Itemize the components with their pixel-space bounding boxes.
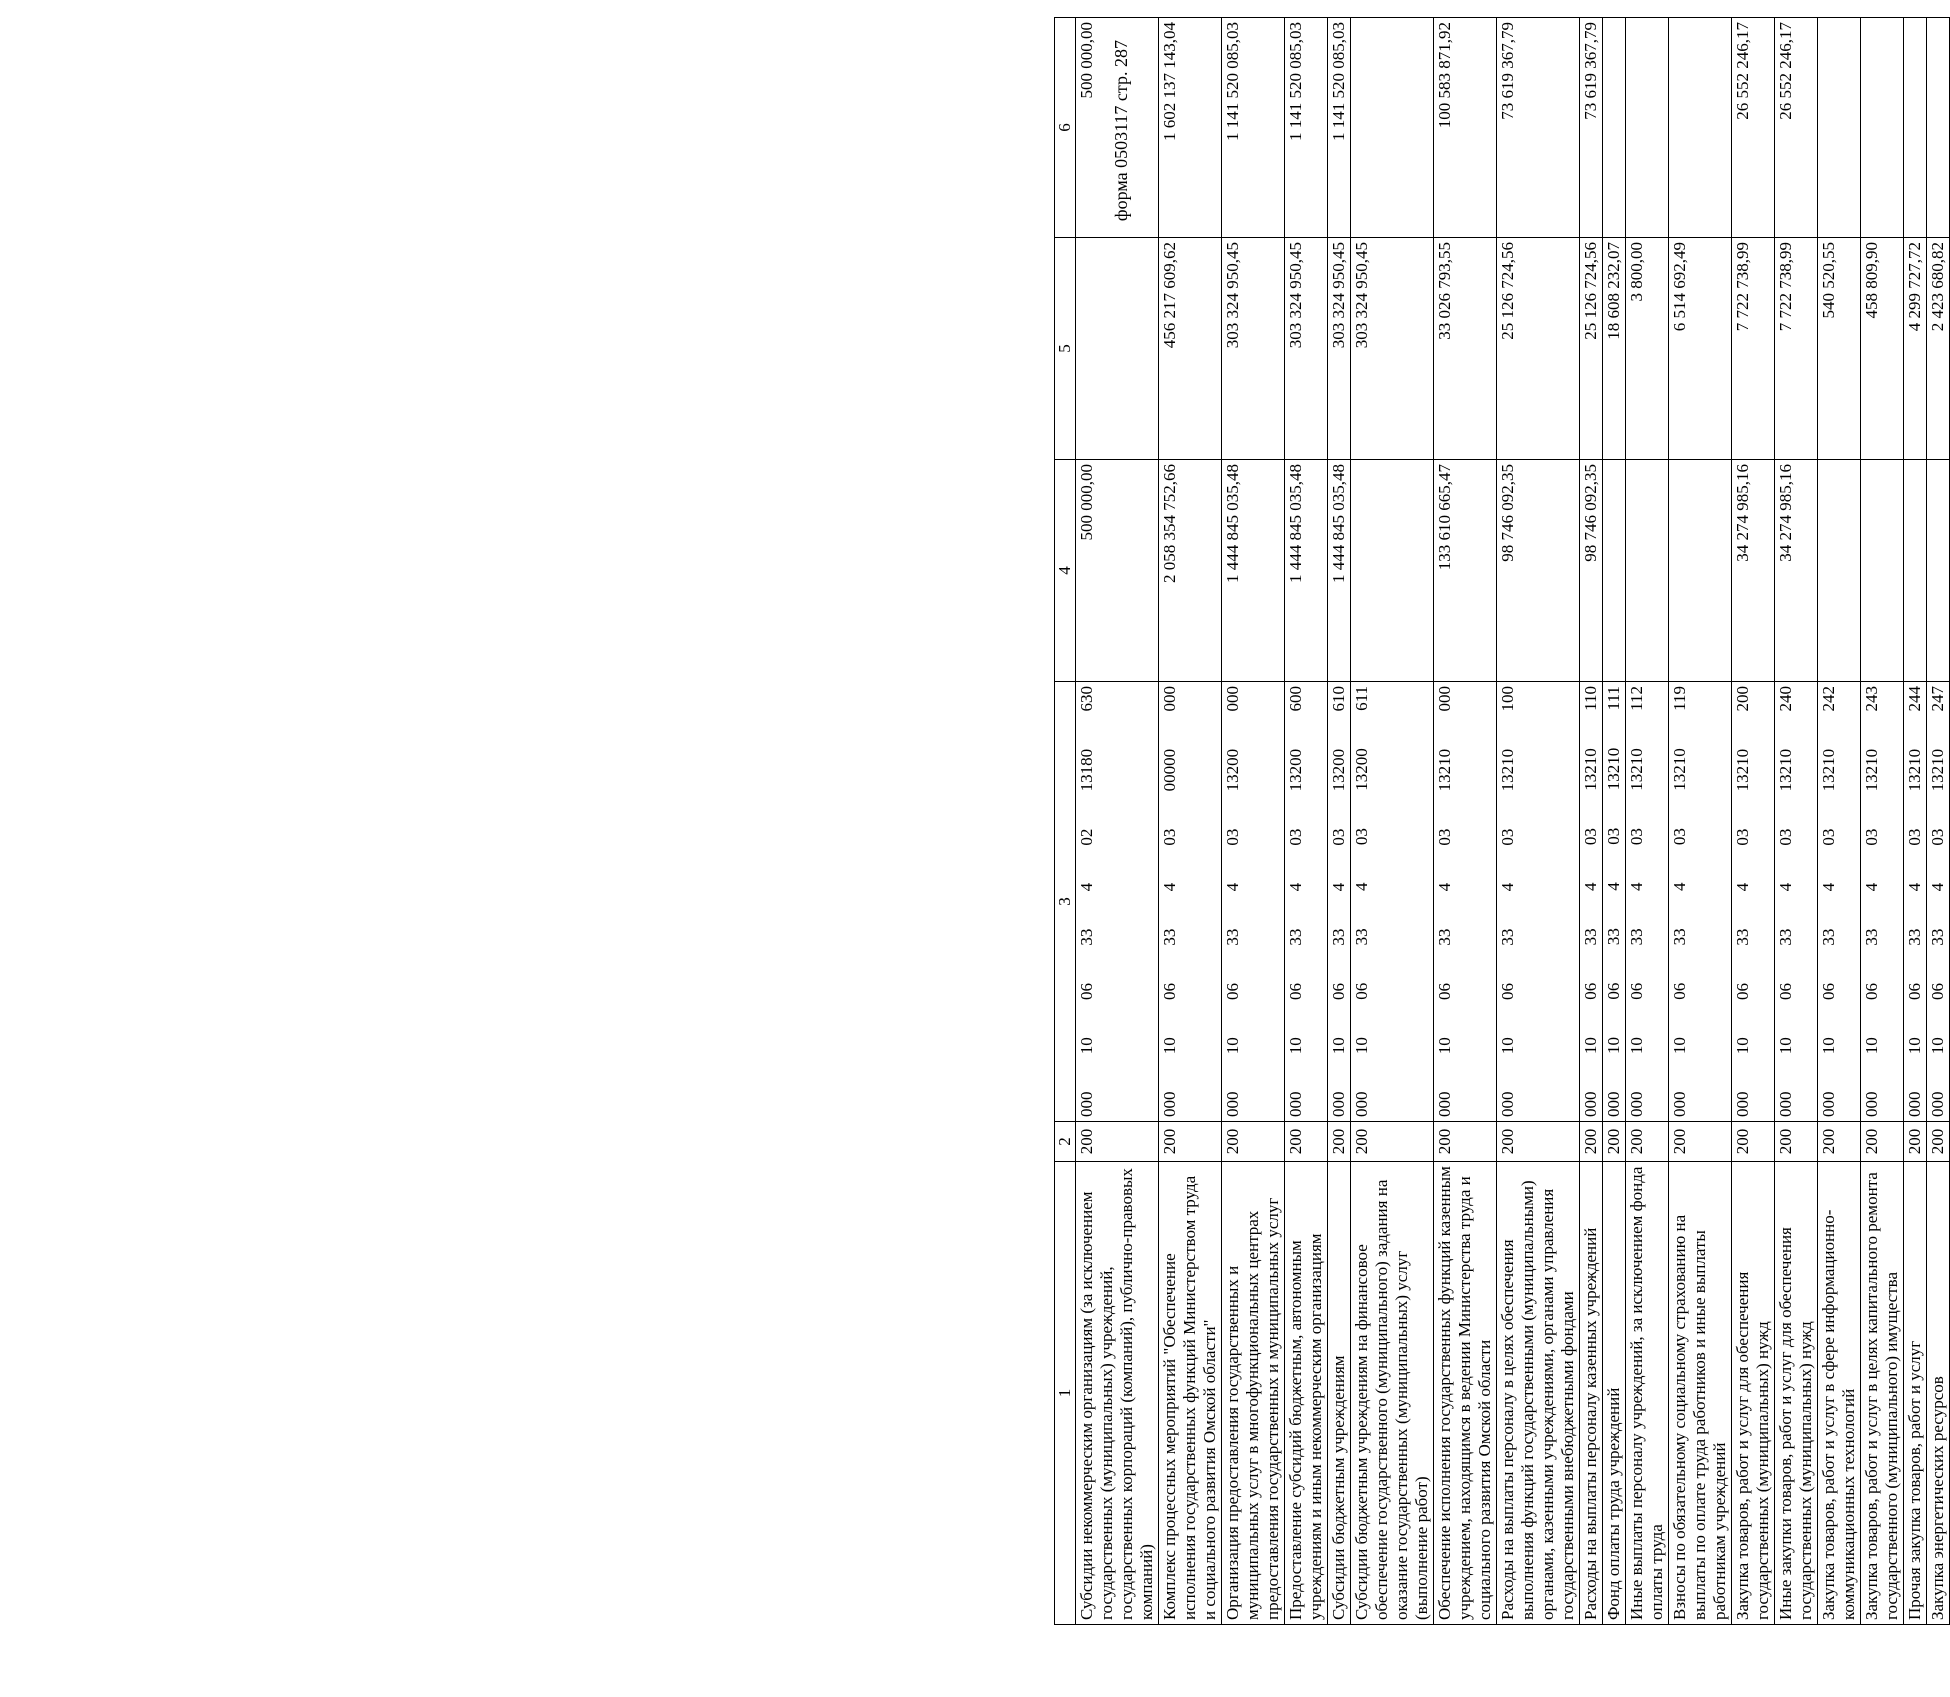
kbk-code-part: 33	[1581, 928, 1600, 946]
table-row	[1076, 18, 1159, 1625]
row-approved-cell	[1351, 460, 1434, 682]
kbk-code-part: 02	[1077, 828, 1096, 846]
kbk-code-part: 4	[1627, 882, 1646, 891]
kbk-code-part: 000	[1352, 1091, 1371, 1117]
table-row	[1818, 18, 1861, 1625]
row-unexecuted-cell: 73 619 367,79	[1580, 18, 1603, 238]
kbk-code-part: 03	[1604, 827, 1623, 845]
table-row	[1285, 18, 1328, 1625]
column-header-line-code: 2	[1055, 1122, 1076, 1162]
kbk-code-part: 33	[1498, 928, 1517, 946]
row-approved-cell: 34 274 985,16	[1732, 460, 1775, 682]
kbk-code-part: 10	[1670, 1037, 1689, 1055]
kbk-code-part: 13200	[1352, 748, 1371, 791]
row-name-cell: Комплекс процессных мероприятий "Обеспечение исполнения государственных функций Министерством труда и социального развития Омской области"	[1159, 1162, 1222, 1625]
kbk-code-part: 000	[1223, 686, 1242, 712]
column-number-row	[1055, 18, 1076, 1625]
kbk-code-part: 06	[1329, 982, 1348, 1000]
kbk-code-part: 611	[1352, 686, 1371, 711]
row-line-code-cell: 200	[1732, 1122, 1775, 1162]
row-unexecuted-cell: 500 000,00	[1076, 18, 1159, 238]
row-kbk-cell	[1775, 682, 1818, 1122]
kbk-code-part: 03	[1435, 828, 1454, 846]
row-approved-cell	[1927, 460, 1950, 682]
table-row	[1222, 18, 1285, 1625]
row-line-code-cell: 200	[1497, 1122, 1580, 1162]
row-approved-cell: 34 274 985,16	[1775, 460, 1818, 682]
kbk-code-part: 06	[1286, 982, 1305, 1000]
row-unexecuted-cell	[1603, 18, 1626, 238]
kbk-code-group	[1077, 686, 1097, 1117]
column-header-kbk: 3	[1055, 682, 1076, 1122]
row-executed-cell: 25 126 724,56	[1580, 238, 1603, 460]
kbk-code-group	[1670, 686, 1690, 1117]
row-line-code-cell: 200	[1904, 1122, 1927, 1162]
kbk-code-part: 243	[1862, 686, 1881, 712]
table-row	[1497, 18, 1580, 1625]
kbk-code-part: 10	[1627, 1037, 1646, 1055]
table-row	[1434, 18, 1497, 1625]
kbk-code-part: 000	[1604, 1091, 1623, 1117]
row-kbk-cell	[1222, 682, 1285, 1122]
row-approved-cell: 98 746 092,35	[1580, 460, 1603, 682]
row-kbk-cell	[1497, 682, 1580, 1122]
row-name-cell: Взносы по обязательному социальному страхованию на выплаты по оплате труда работников и иные выплаты работникам учреждений	[1669, 1162, 1732, 1625]
kbk-code-part: 10	[1819, 1037, 1838, 1055]
row-name-cell: Закупка энергетических ресурсов	[1927, 1162, 1950, 1625]
kbk-code-part: 000	[1733, 1091, 1752, 1117]
row-approved-cell: 1 444 845 035,48	[1328, 460, 1351, 682]
row-executed-cell: 4 299 727,72	[1904, 238, 1927, 460]
row-executed-cell: 7 722 738,99	[1732, 238, 1775, 460]
row-name-cell: Прочая закупка товаров, работ и услуг	[1904, 1162, 1927, 1625]
kbk-code-part: 13200	[1286, 748, 1305, 792]
kbk-code-part: 06	[1928, 982, 1947, 1000]
form-caption: форма 0503117 стр. 287	[1111, 40, 1131, 222]
kbk-code-part: 4	[1819, 882, 1838, 892]
kbk-code-group	[1776, 686, 1796, 1117]
row-executed-cell: 540 520,55	[1818, 238, 1861, 460]
row-executed-cell: 456 217 609,62	[1159, 238, 1222, 460]
kbk-code-part: 10	[1862, 1037, 1881, 1055]
kbk-code-part: 4	[1329, 882, 1348, 892]
column-header-unexecuted: 6	[1055, 18, 1076, 238]
kbk-code-part: 000	[1160, 686, 1179, 712]
row-kbk-cell	[1159, 682, 1222, 1122]
kbk-code-group	[1604, 686, 1624, 1117]
kbk-code-part: 03	[1581, 828, 1600, 846]
row-approved-cell: 98 746 092,35	[1497, 460, 1580, 682]
table-row	[1159, 18, 1222, 1625]
row-line-code-cell: 200	[1076, 1122, 1159, 1162]
kbk-code-part: 4	[1435, 882, 1454, 892]
table-row	[1351, 18, 1434, 1625]
kbk-code-part: 06	[1581, 982, 1600, 1000]
row-line-code-cell: 200	[1818, 1122, 1861, 1162]
kbk-code-part: 06	[1776, 982, 1795, 1000]
kbk-code-part: 119	[1670, 686, 1689, 711]
kbk-code-part: 000	[1435, 1091, 1454, 1117]
kbk-code-part: 06	[1670, 982, 1689, 1000]
kbk-code-group	[1819, 686, 1839, 1117]
kbk-code-part: 03	[1862, 828, 1881, 846]
kbk-code-part: 03	[1819, 828, 1838, 846]
row-approved-cell: 1 444 845 035,48	[1222, 460, 1285, 682]
row-executed-cell: 25 126 724,56	[1497, 238, 1580, 460]
kbk-code-group	[1928, 686, 1948, 1117]
row-kbk-cell	[1732, 682, 1775, 1122]
kbk-code-part: 03	[1160, 828, 1179, 846]
kbk-code-part: 03	[1498, 828, 1517, 846]
kbk-code-part: 00000	[1160, 748, 1179, 792]
table-row	[1732, 18, 1775, 1625]
kbk-code-part: 33	[1819, 928, 1838, 946]
kbk-code-part: 03	[1776, 828, 1795, 846]
row-approved-cell	[1904, 460, 1927, 682]
kbk-code-part: 4	[1077, 882, 1096, 892]
kbk-code-part: 06	[1352, 982, 1371, 1000]
row-name-cell: Расходы на выплаты персоналу казенных учреждений	[1580, 1162, 1603, 1625]
row-executed-cell: 303 324 950,45	[1285, 238, 1328, 460]
row-executed-cell: 303 324 950,45	[1351, 238, 1434, 460]
row-line-code-cell: 200	[1285, 1122, 1328, 1162]
kbk-code-group	[1286, 686, 1306, 1117]
kbk-code-part: 110	[1581, 686, 1600, 711]
row-line-code-cell: 200	[1603, 1122, 1626, 1162]
kbk-code-part: 4	[1733, 882, 1752, 892]
row-kbk-cell	[1904, 682, 1927, 1122]
kbk-code-part: 000	[1435, 686, 1454, 712]
row-unexecuted-cell	[1861, 18, 1904, 238]
table-row	[1861, 18, 1904, 1625]
row-name-cell: Субсидии бюджетным учреждениям на финансовое обеспечение государственного (муниципального) задания на оказание государственных (муниципальных) услуг (выполнение работ)	[1351, 1162, 1434, 1625]
row-unexecuted-cell: 1 602 137 143,04	[1159, 18, 1222, 238]
kbk-code-part: 13200	[1223, 748, 1242, 792]
kbk-code-part: 06	[1604, 982, 1623, 1000]
kbk-code-part: 33	[1435, 928, 1454, 946]
table-row	[1669, 18, 1732, 1625]
kbk-code-part: 13210	[1604, 747, 1623, 791]
row-kbk-cell	[1328, 682, 1351, 1122]
kbk-code-part: 10	[1604, 1037, 1623, 1055]
kbk-code-part: 4	[1905, 882, 1924, 892]
kbk-code-part: 000	[1498, 1091, 1517, 1117]
row-name-cell: Расходы на выплаты персоналу в целях обеспечения выполнения функций государственными (муниципальными) органами, казенными учреждениями, органами управления государственными внебюджетными фондами	[1497, 1162, 1580, 1625]
row-unexecuted-cell: 100 583 871,92	[1434, 18, 1497, 238]
row-approved-cell: 2 058 354 752,66	[1159, 460, 1222, 682]
kbk-code-part: 03	[1627, 828, 1646, 846]
kbk-code-part: 33	[1862, 928, 1881, 946]
kbk-code-part: 13210	[1928, 748, 1947, 792]
kbk-code-part: 4	[1928, 882, 1947, 892]
table-row	[1775, 18, 1818, 1625]
row-approved-cell: 500 000,00	[1076, 460, 1159, 682]
row-unexecuted-cell: 1 141 520 085,03	[1285, 18, 1328, 238]
kbk-code-part: 4	[1498, 882, 1517, 892]
kbk-code-part: 03	[1223, 828, 1242, 846]
row-name-cell: Закупка товаров, работ и услуг в сфере информационно-коммуникационных технологий	[1818, 1162, 1861, 1625]
row-kbk-cell	[1434, 682, 1497, 1122]
kbk-code-part: 10	[1077, 1037, 1096, 1055]
row-name-cell: Субсидии бюджетным учреждениям	[1328, 1162, 1351, 1625]
kbk-code-part: 10	[1581, 1037, 1600, 1055]
row-line-code-cell: 200	[1626, 1122, 1669, 1162]
kbk-code-part: 4	[1604, 882, 1623, 891]
kbk-code-part: 03	[1928, 828, 1947, 846]
row-kbk-cell	[1603, 682, 1626, 1122]
kbk-code-part: 06	[1905, 982, 1924, 1000]
row-name-cell: Иные закупки товаров, работ и услуг для обеспечения государственных (муниципальных) нужд	[1775, 1162, 1818, 1625]
kbk-code-part: 33	[1604, 928, 1623, 946]
kbk-code-part: 10	[1498, 1037, 1517, 1055]
row-executed-cell: 3 800,00	[1626, 238, 1669, 460]
kbk-code-part: 111	[1604, 686, 1623, 711]
table-row	[1328, 18, 1351, 1625]
kbk-code-part: 10	[1286, 1037, 1305, 1055]
kbk-code-part: 630	[1077, 686, 1096, 712]
kbk-code-part: 200	[1733, 686, 1752, 712]
kbk-code-part: 000	[1819, 1091, 1838, 1117]
kbk-code-part: 13210	[1776, 748, 1795, 792]
kbk-code-part: 13210	[1862, 748, 1881, 792]
kbk-code-group	[1581, 686, 1601, 1117]
kbk-code-group	[1905, 686, 1925, 1117]
kbk-code-part: 03	[1286, 828, 1305, 846]
row-kbk-cell	[1351, 682, 1434, 1122]
kbk-code-part: 4	[1352, 882, 1371, 891]
kbk-code-part: 06	[1819, 982, 1838, 1000]
kbk-code-part: 33	[1670, 928, 1689, 946]
kbk-code-part: 000	[1862, 1091, 1881, 1117]
kbk-code-part: 13210	[1581, 748, 1600, 791]
row-kbk-cell	[1818, 682, 1861, 1122]
row-kbk-cell	[1626, 682, 1669, 1122]
kbk-code-part: 10	[1928, 1037, 1947, 1055]
row-line-code-cell: 200	[1580, 1122, 1603, 1162]
row-executed-cell: 7 722 738,99	[1775, 238, 1818, 460]
kbk-code-part: 000	[1928, 1091, 1947, 1117]
kbk-code-part: 33	[1223, 928, 1242, 946]
kbk-code-part: 4	[1862, 882, 1881, 892]
row-line-code-cell: 200	[1159, 1122, 1222, 1162]
kbk-code-part: 600	[1286, 686, 1305, 712]
table-row	[1626, 18, 1669, 1625]
kbk-code-part: 33	[1329, 928, 1348, 946]
kbk-code-part: 33	[1776, 928, 1795, 946]
kbk-code-part: 4	[1286, 882, 1305, 892]
kbk-code-part: 4	[1160, 882, 1179, 892]
row-kbk-cell	[1669, 682, 1732, 1122]
kbk-code-part: 33	[1286, 928, 1305, 946]
kbk-code-part: 000	[1627, 1091, 1646, 1117]
row-kbk-cell	[1076, 682, 1159, 1122]
kbk-code-part: 06	[1862, 982, 1881, 1000]
row-approved-cell: 1 444 845 035,48	[1285, 460, 1328, 682]
row-name-cell: Предоставление субсидий бюджетным, автономным учреждениям и иным некоммерческим организациям	[1285, 1162, 1328, 1625]
row-executed-cell	[1076, 238, 1159, 460]
kbk-code-group	[1627, 686, 1647, 1117]
table-row	[1580, 18, 1603, 1625]
row-approved-cell	[1818, 460, 1861, 682]
kbk-code-part: 247	[1928, 686, 1947, 712]
row-unexecuted-cell	[1626, 18, 1669, 238]
table-row	[1603, 18, 1626, 1625]
kbk-code-part: 000	[1223, 1091, 1242, 1117]
kbk-code-group	[1733, 686, 1753, 1117]
kbk-code-part: 000	[1160, 1091, 1179, 1117]
kbk-code-group	[1498, 686, 1518, 1117]
kbk-code-part: 33	[1352, 928, 1371, 946]
kbk-code-part: 33	[1627, 928, 1646, 946]
kbk-code-part: 4	[1581, 882, 1600, 891]
column-header-name: 1	[1055, 1162, 1076, 1625]
kbk-code-part: 13210	[1498, 748, 1517, 792]
row-executed-cell: 33 026 793,55	[1434, 238, 1497, 460]
kbk-code-part: 06	[1077, 982, 1096, 1000]
row-approved-cell	[1861, 460, 1904, 682]
kbk-code-part: 33	[1077, 928, 1096, 946]
kbk-code-part: 000	[1581, 1091, 1600, 1117]
column-header-executed: 5	[1055, 238, 1076, 460]
kbk-code-part: 06	[1160, 982, 1179, 1000]
row-approved-cell	[1626, 460, 1669, 682]
row-kbk-cell	[1580, 682, 1603, 1122]
row-executed-cell: 6 514 692,49	[1669, 238, 1732, 460]
kbk-code-part: 10	[1905, 1037, 1924, 1055]
row-name-cell: Субсидии некоммерческим организациям (за исключением государственных (муниципальных) учреждений, государственных корпораций (компаний), публично-правовых компаний)	[1076, 1162, 1159, 1625]
row-line-code-cell: 200	[1434, 1122, 1497, 1162]
row-unexecuted-cell	[1818, 18, 1861, 238]
kbk-code-part: 10	[1329, 1037, 1348, 1055]
kbk-code-part: 000	[1670, 1091, 1689, 1117]
kbk-code-part: 13180	[1077, 748, 1096, 792]
kbk-code-part: 13210	[1733, 748, 1752, 792]
kbk-code-part: 112	[1627, 686, 1646, 711]
row-unexecuted-cell	[1904, 18, 1927, 238]
row-line-code-cell: 200	[1861, 1122, 1904, 1162]
row-line-code-cell: 200	[1927, 1122, 1950, 1162]
kbk-code-group	[1329, 686, 1349, 1117]
kbk-code-part: 10	[1352, 1037, 1371, 1055]
kbk-code-part: 33	[1928, 928, 1947, 946]
row-name-cell: Закупка товаров, работ и услуг в целях капитального ремонта государственного (муниципального) имущества	[1861, 1162, 1904, 1625]
row-line-code-cell: 200	[1328, 1122, 1351, 1162]
row-kbk-cell	[1861, 682, 1904, 1122]
row-unexecuted-cell	[1927, 18, 1950, 238]
row-approved-cell	[1603, 460, 1626, 682]
row-executed-cell: 18 608 232,07	[1603, 238, 1626, 460]
kbk-code-part: 03	[1352, 828, 1371, 846]
table-row	[1927, 18, 1950, 1625]
kbk-code-part: 13200	[1329, 748, 1348, 792]
kbk-code-group	[1223, 686, 1243, 1117]
table-row	[1904, 18, 1927, 1625]
kbk-code-part: 10	[1776, 1037, 1795, 1055]
kbk-code-part: 03	[1329, 828, 1348, 846]
kbk-code-part: 33	[1733, 928, 1752, 946]
column-header-approved: 4	[1055, 460, 1076, 682]
row-unexecuted-cell: 73 619 367,79	[1497, 18, 1580, 238]
kbk-code-part: 33	[1905, 928, 1924, 946]
kbk-code-group	[1435, 686, 1455, 1117]
kbk-code-part: 10	[1435, 1037, 1454, 1055]
row-name-cell: Обеспечение исполнения государственных функций казенным учреждением, находящимся в ведении Министерства труда и социального развития Омской области	[1434, 1162, 1497, 1625]
kbk-code-group	[1160, 686, 1180, 1117]
row-unexecuted-cell: 26 552 246,17	[1732, 18, 1775, 238]
kbk-code-group	[1352, 686, 1372, 1117]
kbk-code-part: 240	[1776, 686, 1795, 712]
kbk-code-part: 10	[1223, 1037, 1242, 1055]
row-name-cell: Иные выплаты персоналу учреждений, за исключением фонда оплаты труда	[1626, 1162, 1669, 1625]
kbk-code-part: 06	[1223, 982, 1242, 1000]
kbk-code-part: 000	[1776, 1091, 1795, 1117]
kbk-code-part: 244	[1905, 686, 1924, 712]
row-executed-cell: 303 324 950,45	[1328, 238, 1351, 460]
kbk-code-part: 13210	[1819, 748, 1838, 792]
kbk-code-group	[1862, 686, 1882, 1117]
kbk-code-part: 03	[1905, 828, 1924, 846]
row-unexecuted-cell	[1669, 18, 1732, 238]
kbk-code-part: 13210	[1435, 748, 1454, 792]
row-name-cell: Закупка товаров, работ и услуг для обеспечения государственных (муниципальных) нужд	[1732, 1162, 1775, 1625]
kbk-code-part: 33	[1160, 928, 1179, 946]
kbk-code-part: 06	[1498, 982, 1517, 1000]
row-name-cell: Организация предоставления государственных и муниципальных услуг в многофункциональных центрах предоставления государственных и муниципальных услуг	[1222, 1162, 1285, 1625]
row-kbk-cell	[1927, 682, 1950, 1122]
kbk-code-part: 000	[1905, 1091, 1924, 1117]
row-name-cell: Фонд оплаты труда учреждений	[1603, 1162, 1626, 1625]
kbk-code-part: 000	[1077, 1091, 1096, 1117]
kbk-code-part: 13210	[1670, 748, 1689, 791]
row-line-code-cell: 200	[1669, 1122, 1732, 1162]
kbk-code-part: 06	[1627, 982, 1646, 1000]
kbk-code-part: 06	[1435, 982, 1454, 1000]
kbk-code-part: 13210	[1905, 748, 1924, 792]
row-executed-cell: 458 809,90	[1861, 238, 1904, 460]
row-line-code-cell: 200	[1222, 1122, 1285, 1162]
kbk-code-part: 242	[1819, 686, 1838, 712]
row-executed-cell: 303 324 950,45	[1222, 238, 1285, 460]
kbk-code-part: 06	[1733, 982, 1752, 1000]
kbk-code-part: 10	[1160, 1037, 1179, 1055]
kbk-code-part: 03	[1733, 828, 1752, 846]
kbk-code-part: 4	[1776, 882, 1795, 892]
kbk-code-part: 13210	[1627, 748, 1646, 791]
table-body	[1076, 18, 1950, 1625]
kbk-code-part: 03	[1670, 828, 1689, 846]
budget-table	[1054, 17, 1950, 1625]
row-line-code-cell: 200	[1775, 1122, 1818, 1162]
kbk-code-part: 4	[1223, 882, 1242, 892]
row-line-code-cell: 200	[1351, 1122, 1434, 1162]
row-approved-cell	[1669, 460, 1732, 682]
kbk-code-part: 000	[1286, 1091, 1305, 1117]
kbk-code-part: 4	[1670, 882, 1689, 891]
row-unexecuted-cell: 1 141 520 085,03	[1328, 18, 1351, 238]
kbk-code-part: 610	[1329, 686, 1348, 712]
row-unexecuted-cell: 1 141 520 085,03	[1222, 18, 1285, 238]
kbk-code-part: 10	[1733, 1037, 1752, 1055]
kbk-code-part: 100	[1498, 686, 1517, 712]
row-kbk-cell	[1285, 682, 1328, 1122]
kbk-code-part: 000	[1329, 1091, 1348, 1117]
row-approved-cell: 133 610 665,47	[1434, 460, 1497, 682]
row-unexecuted-cell: 26 552 246,17	[1775, 18, 1818, 238]
row-unexecuted-cell	[1351, 18, 1434, 238]
row-executed-cell: 2 423 680,82	[1927, 238, 1950, 460]
